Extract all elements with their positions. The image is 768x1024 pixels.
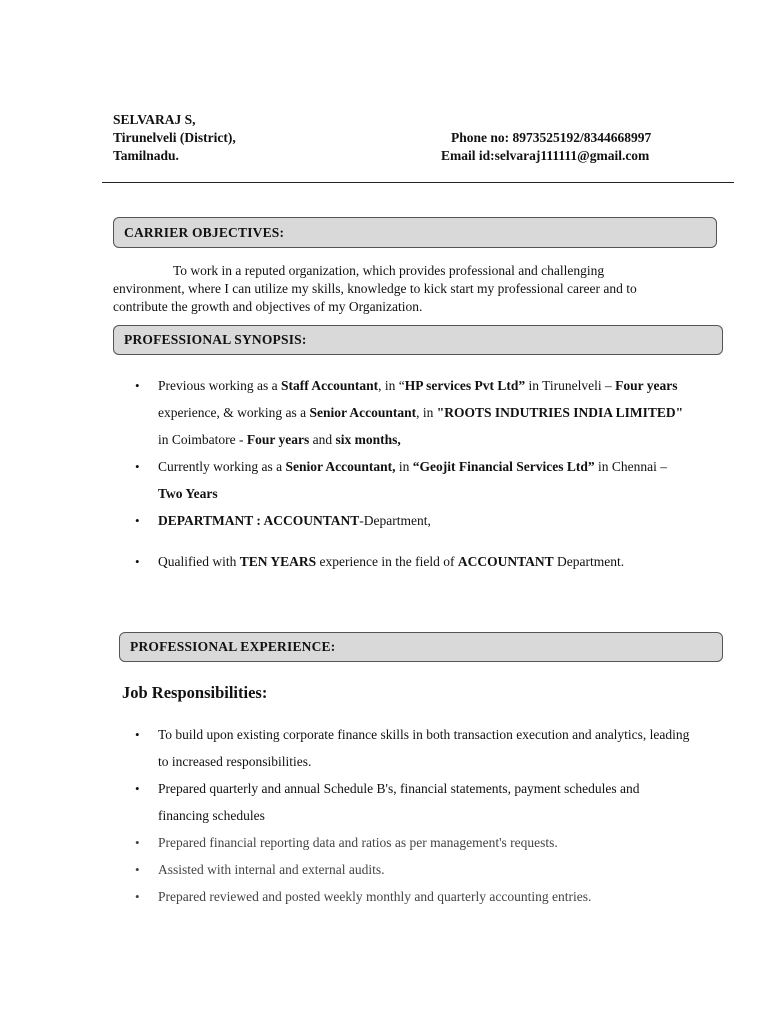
list-item: • Assisted with internal and external audits. [130, 856, 690, 883]
candidate-name: SELVARAJ S, [113, 112, 196, 127]
list-item: • Previous working as a Staff Accountant, in “HP services Pvt Ltd” in Tirunelveli – Four years experience, & working as a Senior Accountant, in "ROOTS INDUTRIES INDIA LIMITED" in Coimbatore - Four years and six months, [130, 372, 690, 453]
list-item: • Prepared quarterly and annual Schedule B's, financial statements, payment schedules and financing schedules [130, 775, 690, 829]
list-item: • DEPARTMANT : ACCOUNTANT-Department, [130, 507, 690, 534]
job-responsibilities-heading: Job Responsibilities: [122, 683, 268, 702]
list-item: • To build upon existing corporate finance skills in both transaction execution and analytics, leading to increased responsibilities. [130, 721, 690, 775]
bullet-icon: • [135, 513, 140, 528]
list-item: • Qualified with TEN YEARS experience in the field of ACCOUNTANT Department. [130, 548, 690, 575]
bullet-icon: • [135, 459, 140, 474]
candidate-district: Tirunelveli (District), [113, 130, 236, 145]
phone-number: Phone no: 8973525192/8344668997 [451, 130, 652, 145]
section-synopsis-title: PROFESSIONAL SYNOPSIS: [113, 325, 723, 355]
header-divider [102, 182, 734, 183]
objective-paragraph [113, 262, 673, 316]
bullet-icon: • [135, 889, 140, 904]
bullet-icon: • [135, 862, 140, 877]
bullet-icon: • [135, 554, 140, 569]
responsibilities-list [130, 721, 690, 910]
objective-text: To work in a reputed organization, which provides professional and challenging environment, where I can utilize my skills, knowledge to kick start my professional career and to contribute the growth and objectives of my Organization. [113, 263, 637, 314]
section-objectives-title: CARRIER OBJECTIVES: [113, 217, 717, 248]
synopsis-list [130, 372, 690, 575]
email-address: Email id:selvaraj111111@gmail.com [441, 148, 650, 163]
bullet-icon: • [135, 835, 140, 850]
list-item: • Prepared financial reporting data and ratios as per management's requests. [130, 829, 690, 856]
bullet-icon: • [135, 781, 140, 796]
candidate-state: Tamilnadu. [113, 148, 179, 163]
bullet-icon: • [135, 727, 140, 742]
section-experience-title: PROFESSIONAL EXPERIENCE: [119, 632, 723, 662]
list-item: • Currently working as a Senior Accountant, in “Geojit Financial Services Ltd” in Chennai –Two Years [130, 453, 690, 507]
bullet-icon: • [135, 378, 140, 393]
list-item: • Prepared reviewed and posted weekly monthly and quarterly accounting entries. [130, 883, 690, 910]
